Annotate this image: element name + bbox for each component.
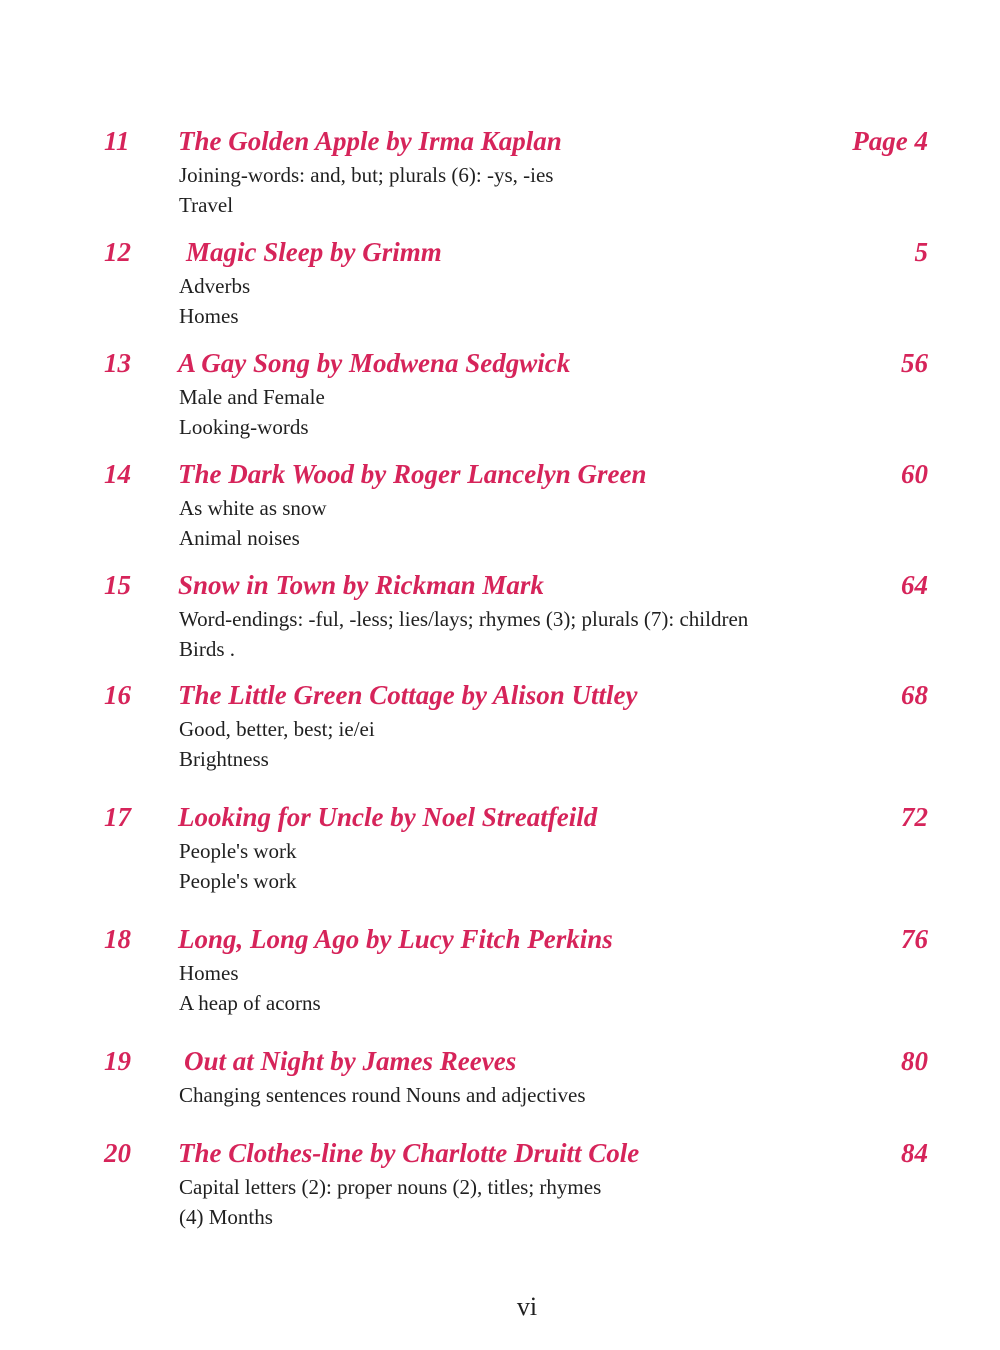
chapter-title: Magic Sleep by Grimm: [186, 237, 442, 267]
topic-line: Birds .: [179, 637, 236, 661]
chapter-number: 11: [104, 126, 130, 156]
page-number: 64: [901, 570, 928, 600]
chapter-number: 15: [104, 570, 131, 600]
topic-line: Homes: [179, 304, 239, 328]
topic-line: A heap of acorns: [179, 991, 321, 1015]
chapter-number: 17: [104, 802, 131, 832]
page-number: Page 4: [852, 126, 928, 156]
topic-line: Male and Female: [179, 385, 325, 409]
page-number: 60: [901, 459, 928, 489]
chapter-number: 12: [104, 237, 131, 267]
page-number: 80: [901, 1046, 928, 1076]
page-number: 84: [901, 1138, 928, 1168]
topic-line: Joining-words: and, but; plurals (6): -ys, -ies: [179, 163, 554, 187]
page-number: 5: [914, 237, 928, 267]
chapter-number: 18: [104, 924, 131, 954]
topic-line: People's work: [179, 839, 297, 863]
chapter-title: Long, Long Ago by Lucy Fitch Perkins: [178, 924, 613, 954]
chapter-title: The Golden Apple by Irma Kaplan: [178, 126, 562, 156]
topic-line: People's work: [179, 869, 297, 893]
chapter-title: Out at Night by James Reeves: [184, 1046, 517, 1076]
chapter-title: The Little Green Cottage by Alison Uttley: [178, 680, 638, 710]
topic-line: Capital letters (2): proper nouns (2), titles; rhymes: [179, 1175, 602, 1199]
topic-line: Homes: [179, 961, 239, 985]
topic-line: As white as snow: [179, 496, 327, 520]
topic-line: Brightness: [179, 747, 269, 771]
page-number: 72: [901, 802, 928, 832]
topic-line: Word-endings: -ful, -less; lies/lays; rhymes (3); plurals (7): children: [179, 607, 749, 631]
roman-page-number: vi: [516, 1292, 538, 1321]
topic-line: Animal noises: [179, 526, 300, 550]
chapter-number: 16: [104, 680, 131, 710]
topic-line: (4) Months: [179, 1205, 273, 1229]
page-number: 76: [901, 924, 928, 954]
chapter-number: 14: [104, 459, 131, 489]
chapter-number: 19: [104, 1046, 131, 1076]
topic-line: Adverbs: [179, 274, 251, 298]
chapter-number: 13: [104, 348, 131, 378]
chapter-title: Snow in Town by Rickman Mark: [178, 570, 544, 600]
chapter-number: 20: [104, 1138, 131, 1168]
chapter-title: The Clothes-line by Charlotte Druitt Cole: [178, 1138, 640, 1168]
topic-line: Changing sentences round Nouns and adjectives: [179, 1083, 586, 1107]
chapter-title: The Dark Wood by Roger Lancelyn Green: [178, 459, 647, 489]
page-footer: [0, 1292, 1000, 1322]
page-number: 68: [901, 680, 928, 710]
chapter-title: A Gay Song by Modwena Sedgwick: [178, 348, 571, 378]
chapter-title: Looking for Uncle by Noel Streatfeild: [178, 802, 598, 832]
topic-line: Good, better, best; ie/ei: [179, 717, 375, 741]
topic-line: Looking-words: [179, 415, 309, 439]
topic-line: Travel: [179, 193, 234, 217]
page-number: 56: [901, 348, 928, 378]
